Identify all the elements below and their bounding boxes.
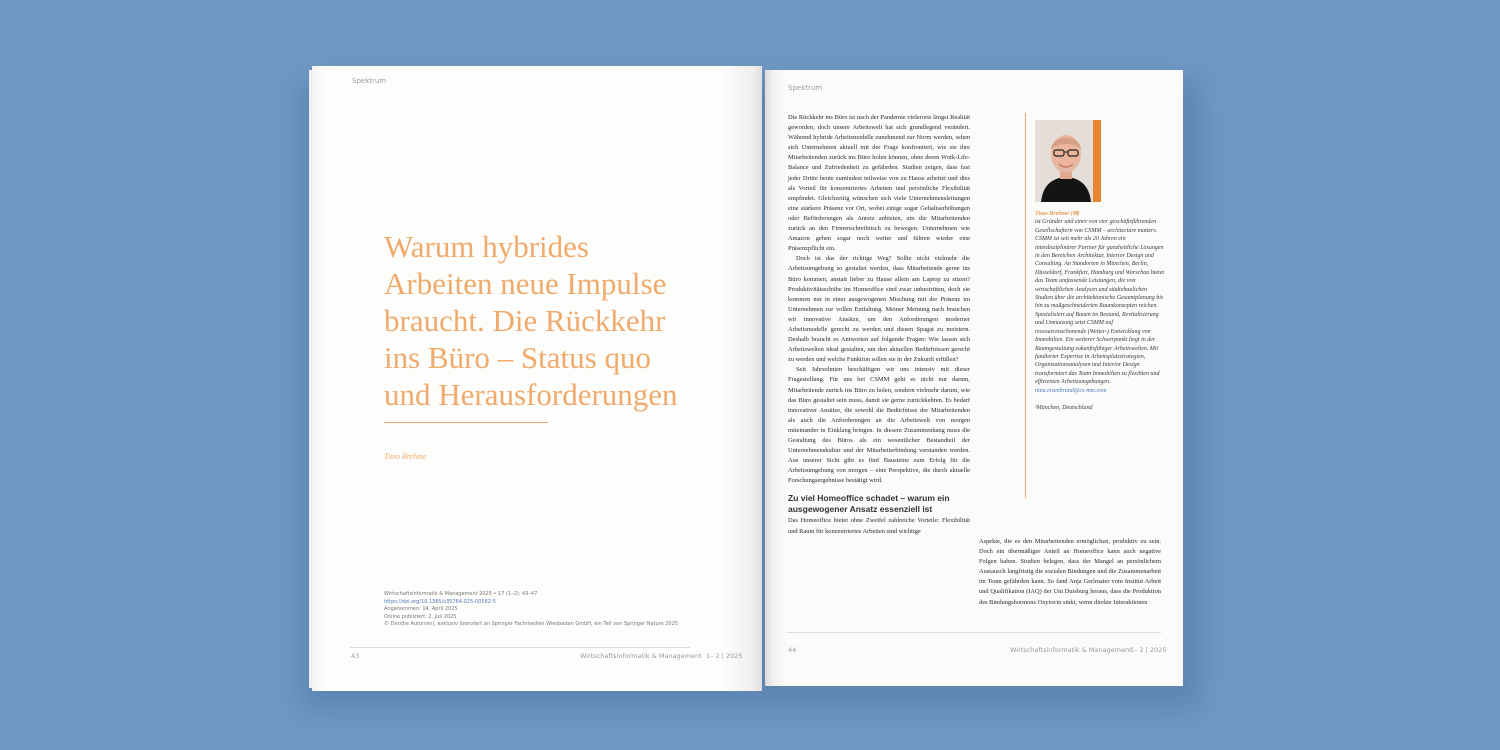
body-paragraph-2: Doch ist das der richtige Weg? Sollte nicht vielmehr die Arbeitsumgebung so gestaltet werden, dass Mitarbeitende gerne ins Büro kommen, anstatt lieber zu Hause allein am Laptop zu sitzen? Produktivitätsschübe im Homeoffice sind zwar unbestritten, doch sie kommen nur in einer ausgewogenen Mischung mit der Präsenz im Unternehmen zur vollen Entfaltung. Meiner Meinung nach brauchen wir innovative Ansätze, um den Anforderungen moderner Arbeitsmodelle gerecht zu werden und diesen Spagat zu meistern. Deshalb braucht es Antworten auf folgende Fragen: Wie lassen sich Arbeitswelten ideal gestalten, um den aktuellen Bedürfnissen gerecht zu werden und welche Funktion sollen sie in der Zukunft erfüllen? (788, 255, 970, 364)
body-column-2 (979, 537, 1161, 608)
bio-name: Timo Brehme (✉) (1035, 211, 1080, 217)
body-paragraph-1: Die Rückkehr ins Büro ist nach der Pandemie vielerorts längst Realität geworden, doch unsere Arbeitswelt hat sich grundlegend verändert. Während hybride Arbeitsmodelle zunehmend zur Norm werden, sehen sich Unternehmen aktuell mit der Frage konfrontiert, wie sie ihre Mitarbeitenden zurück ins Büro holen können, ohne deren Work-Life-Balance und Zufriedenheit zu gefährden. Studien zeigen, dass fast jeder Dritte heute zumindest teilweise von zu Hause arbeitet und dies als Vorteil für konzentriertes Arbeiten und persönliche Flexibilität empfindet. Gleichzeitig wünschen sich viele Unternehmensleitungen eine stärkere Präsenz vor Ort, wobei einige sogar Gehaltserhöhungen oder Beförderungen als Anreiz anbieten, um die Mitarbeitenden zurück an den Firmenschreibtisch zu bewegen. Unternehmen wie Amazon gehen sogar noch weiter und führen wieder eine Präsenzpflicht ein. (788, 114, 970, 253)
left-folio-journal: Wirtschaftsinformatik & Management (580, 652, 702, 660)
meta-journal: Wirtschaftsinformatik & Management 2025 • 17 (1–2): 43–47 (384, 591, 538, 597)
article-title (384, 228, 714, 413)
bio-email-link[interactable]: nina.eisenbrand@cs-mm.com (1035, 387, 1107, 394)
meta-published: Online publiziert: 2. Juli 2025 (384, 613, 457, 620)
author-portrait (1035, 120, 1101, 202)
left-page-number: 43 (351, 652, 360, 660)
right-page-number: 44 (788, 646, 797, 654)
bio-text: ist Gründer und einer von vier geschäftsführenden Gesellschaftern von CSMM – architecture matters. CSMM ist seit mehr als 20 Jahren ein interdisziplinärer Partner für ganzheitliche Lösungen in den Bereichen Architektur, Interior Design und Consulting. An Standorten in München, Berlin, Düsseldorf, Frankfurt, Hamburg und Warschau bietet das Team umfassende Leistungen, die von wirtschaftlichen Analysen und städtebaulichen Studien über die architektonische Gesamtplanung bis hin zu maßgeschneiderten Raumkonzepten reichen. Spezialisiert auf Bauen im Bestand, Revitalisierung und Umnutzung setzt CSMM auf ressourcenschonende (Weiter-) Entwicklung von Immobilien. Ein weiterer Schwerpunkt liegt in der Raumgestaltung zukunftsfähiger Arbeitswelten. Mit fundierter Expertise in Arbeitsplatzstrategien, Organisationsanalysen und Interior Design transformiert das Team Immobilien zu flexiblen und effizienten Arbeitsumgebungen. (1035, 219, 1165, 386)
author-bio (1035, 210, 1165, 412)
article-meta (384, 591, 678, 629)
body-paragraph-col2: Aspekte, die es den Mitarbeitenden ermöglichen, produktiv zu sein. Doch ein übermäßiger Anteil an Homeoffice kann auch negative Folgen haben. Studien belegen, dass der Mangel an persönlichem Austausch langfristig die sozialen Bindungen und die Zusammenarbeit im Team gefährden kann. So fand Anja Gerlmaier vom Institut Arbeit und Qualifikation (IAQ) der Uni Duisburg heraus, dass die Produktion des Bindungshormons Oxytocin sinkt, wenn direkte Interaktionen (979, 538, 1161, 606)
portrait-photo (1035, 120, 1101, 202)
bio-divider (1025, 113, 1026, 498)
body-paragraph-3: Seit Jahrzehnten beschäftigen wir uns intensiv mit dieser Fragestellung. Für uns bei CSMM geht es nicht nur darum, Mitarbeitende zurück ins Büro zu holen, sondern vielmehr darum, wie das Büro gestaltet sein muss, damit sie gerne zurückkehren. Es bedarf innovativer Ansätze, die sowohl die Bedürfnisse der Mitarbeitenden als auch die Anforderungen an die Arbeitswelt von morgen miteinander in Einklang bringen. In diesem Zusammenhang muss die Gestaltung des Büros als ein wesentlicher Bestandteil der Unternehmenskultur und der Mitarbeiterbindung verstanden werden. Aus unserer Sicht gibt es fünf Bausteine zum Erfolg für die Arbeitsumgebung von morgen – eine Perspektive, die durch aktuelle Forschungsergebnisse bestätigt wird. (788, 366, 970, 485)
title-line-3: braucht. Die Rückkehr (384, 303, 666, 338)
body-paragraph-4: Das Homeoffice bietet ohne Zweifel zahlreiche Vorteile: Flexibilität und Raum für konzentriertes Arbeiten sind wichtige (788, 517, 970, 535)
title-divider (384, 422, 548, 423)
meta-received: Angenommen: 14. April 2025 (384, 606, 458, 613)
left-footer-rule (350, 647, 690, 648)
title-line-1: Warum hybrides (384, 229, 589, 264)
left-running-head: Spektrum (352, 77, 387, 85)
meta-license: © Der/die Autor(en), exklusiv lizenziert an Springer Fachmedien Wiesbaden GmbH, ein Teil von Springer Nature 2025 (384, 621, 678, 628)
title-line-5: und Herausforderungen (384, 377, 678, 412)
title-line-2: Arbeiten neue Impulse (384, 266, 667, 301)
bio-location: ¹München, Deutschland (1035, 404, 1093, 411)
meta-doi-link[interactable]: https://doi.org/10.1365/s35764-025-00562-5 (384, 598, 496, 605)
section-heading: Zu viel Homeoffice schadet – warum ein ausgewogener Ansatz essenziell ist (788, 493, 950, 514)
body-column-1 (788, 113, 970, 537)
author-name: Timo Brehme (384, 452, 427, 461)
title-line-4: ins Büro – Status quo (384, 340, 651, 375)
right-running-head: Spektrum (788, 84, 823, 92)
right-folio-journal: Wirtschaftsinformatik & Management (1010, 646, 1132, 654)
left-folio-issue: 1– 2 | 2025 (706, 652, 743, 660)
right-footer-rule (787, 632, 1161, 633)
right-folio-issue: 1– 2 | 2025 (1130, 646, 1167, 654)
